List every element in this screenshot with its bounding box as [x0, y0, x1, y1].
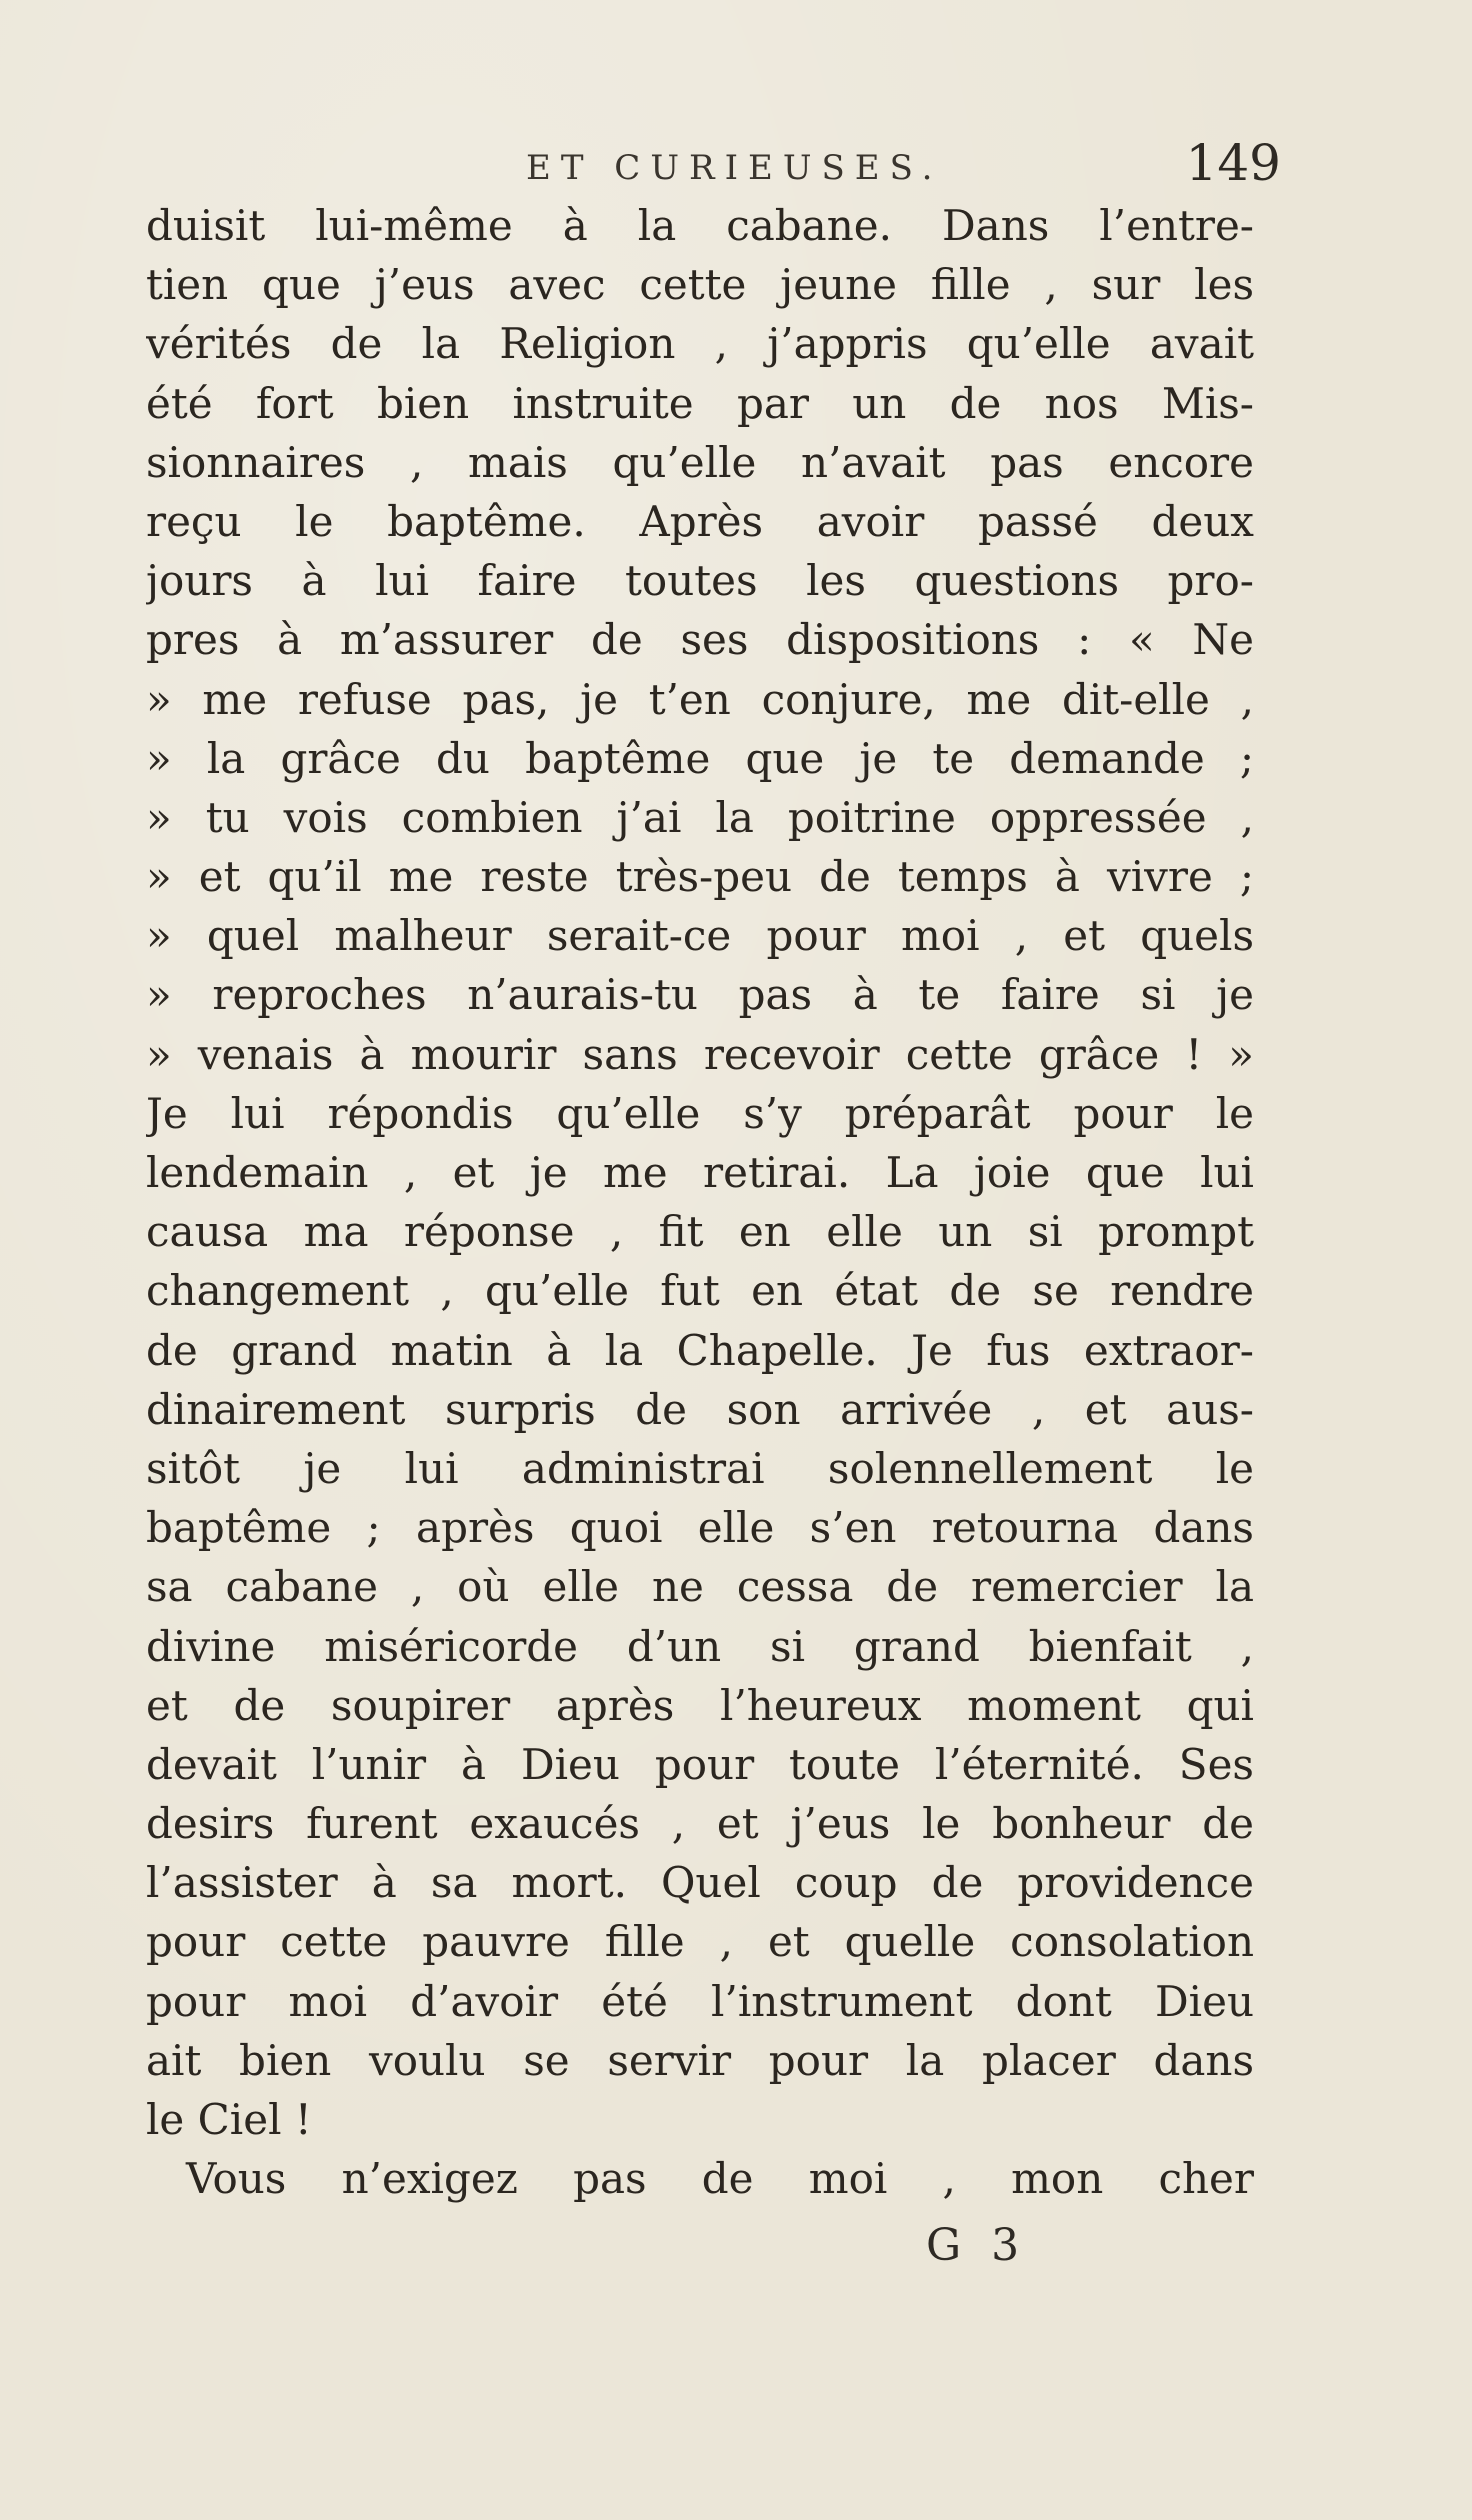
text-line: divine miséricorde d’un si grand bienfait ,	[146, 1621, 1254, 1671]
text-line: » la grâce du baptême que je te demande ;	[146, 733, 1254, 783]
text-line: de grand matin à la Chapelle. Je fus extraor-	[146, 1325, 1254, 1375]
text-line: sitôt je lui administrai solennellement le	[146, 1443, 1254, 1493]
text-line: sionnaires , mais qu’elle n’avait pas encore	[146, 437, 1254, 487]
text-line: » quel malheur serait-ce pour moi , et quels	[146, 911, 1254, 961]
text-line: duisit lui-même à la cabane. Dans l’entre-	[146, 201, 1254, 250]
page-footer	[926, 2220, 1027, 2271]
text-line: l’assister à sa mort. Quel coup de providence	[146, 1858, 1254, 1908]
body-text	[146, 196, 1254, 2208]
text-line: vérités de la Religion , j’appris qu’elle avait	[146, 319, 1254, 369]
running-title: ET CURIEUSES.	[526, 148, 943, 188]
text-line: jours à lui faire toutes les questions pro-	[146, 556, 1254, 606]
text-line: devait l’unir à Dieu pour toute l’éternité. Ses	[146, 1739, 1254, 1789]
text-line: desirs furent exaucés , et j’eus le bonheur de	[146, 1799, 1254, 1849]
text-line: baptême ; après quoi elle s’en retourna dans	[146, 1503, 1254, 1553]
text-line: pour moi d’avoir été l’instrument dont Dieu	[146, 1976, 1254, 2026]
text-line: le Ciel !	[146, 2095, 312, 2144]
text-line: lendemain , et je me retirai. La joie que lui	[146, 1148, 1254, 1197]
text-line: changement , qu’elle fut en état de se rendre	[146, 1266, 1254, 1316]
text-line: sa cabane , où elle ne cessa de remercier la	[146, 1562, 1254, 1612]
text-line: pour cette pauvre fille , et quelle consolation	[146, 1917, 1254, 1967]
text-line: et de soupirer après l’heureux moment qui	[146, 1680, 1254, 1730]
text-line: ait bien voulu se servir pour la placer dans	[146, 2035, 1254, 2085]
text-line: » me refuse pas, je t’en conjure, me dit-elle ,	[146, 674, 1254, 724]
text-line: tien que j’eus avec cette jeune fille , sur les	[146, 260, 1254, 310]
text-line: Je lui répondis qu’elle s’y préparât pour le	[146, 1088, 1254, 1138]
text-line: Vous n’exigez pas de moi , mon cher	[186, 2154, 1254, 2204]
text-line: reçu le baptême. Après avoir passé deux	[146, 496, 1254, 546]
text-line: causa ma réponse , fit en elle un si prompt	[146, 1207, 1254, 1257]
text-line: » et qu’il me reste très-peu de temps à vivre ;	[146, 852, 1254, 902]
text-line: » reproches n’aurais-tu pas à te faire si je	[146, 970, 1254, 1020]
text-line: été fort bien instruite par un de nos Mis-	[146, 378, 1254, 428]
page-header	[146, 134, 1281, 200]
text-line: dinairement surpris de son arrivée , et aus-	[146, 1384, 1254, 1434]
page-number: 149	[1185, 134, 1281, 192]
text-line: » tu vois combien j’ai la poitrine oppressée ,	[146, 792, 1254, 842]
signature-mark: G 3	[926, 2220, 1028, 2271]
text-line: » venais à mourir sans recevoir cette grâce ! »	[146, 1029, 1254, 1079]
text-line: pres à m’assurer de ses dispositions : « Ne	[146, 615, 1254, 665]
